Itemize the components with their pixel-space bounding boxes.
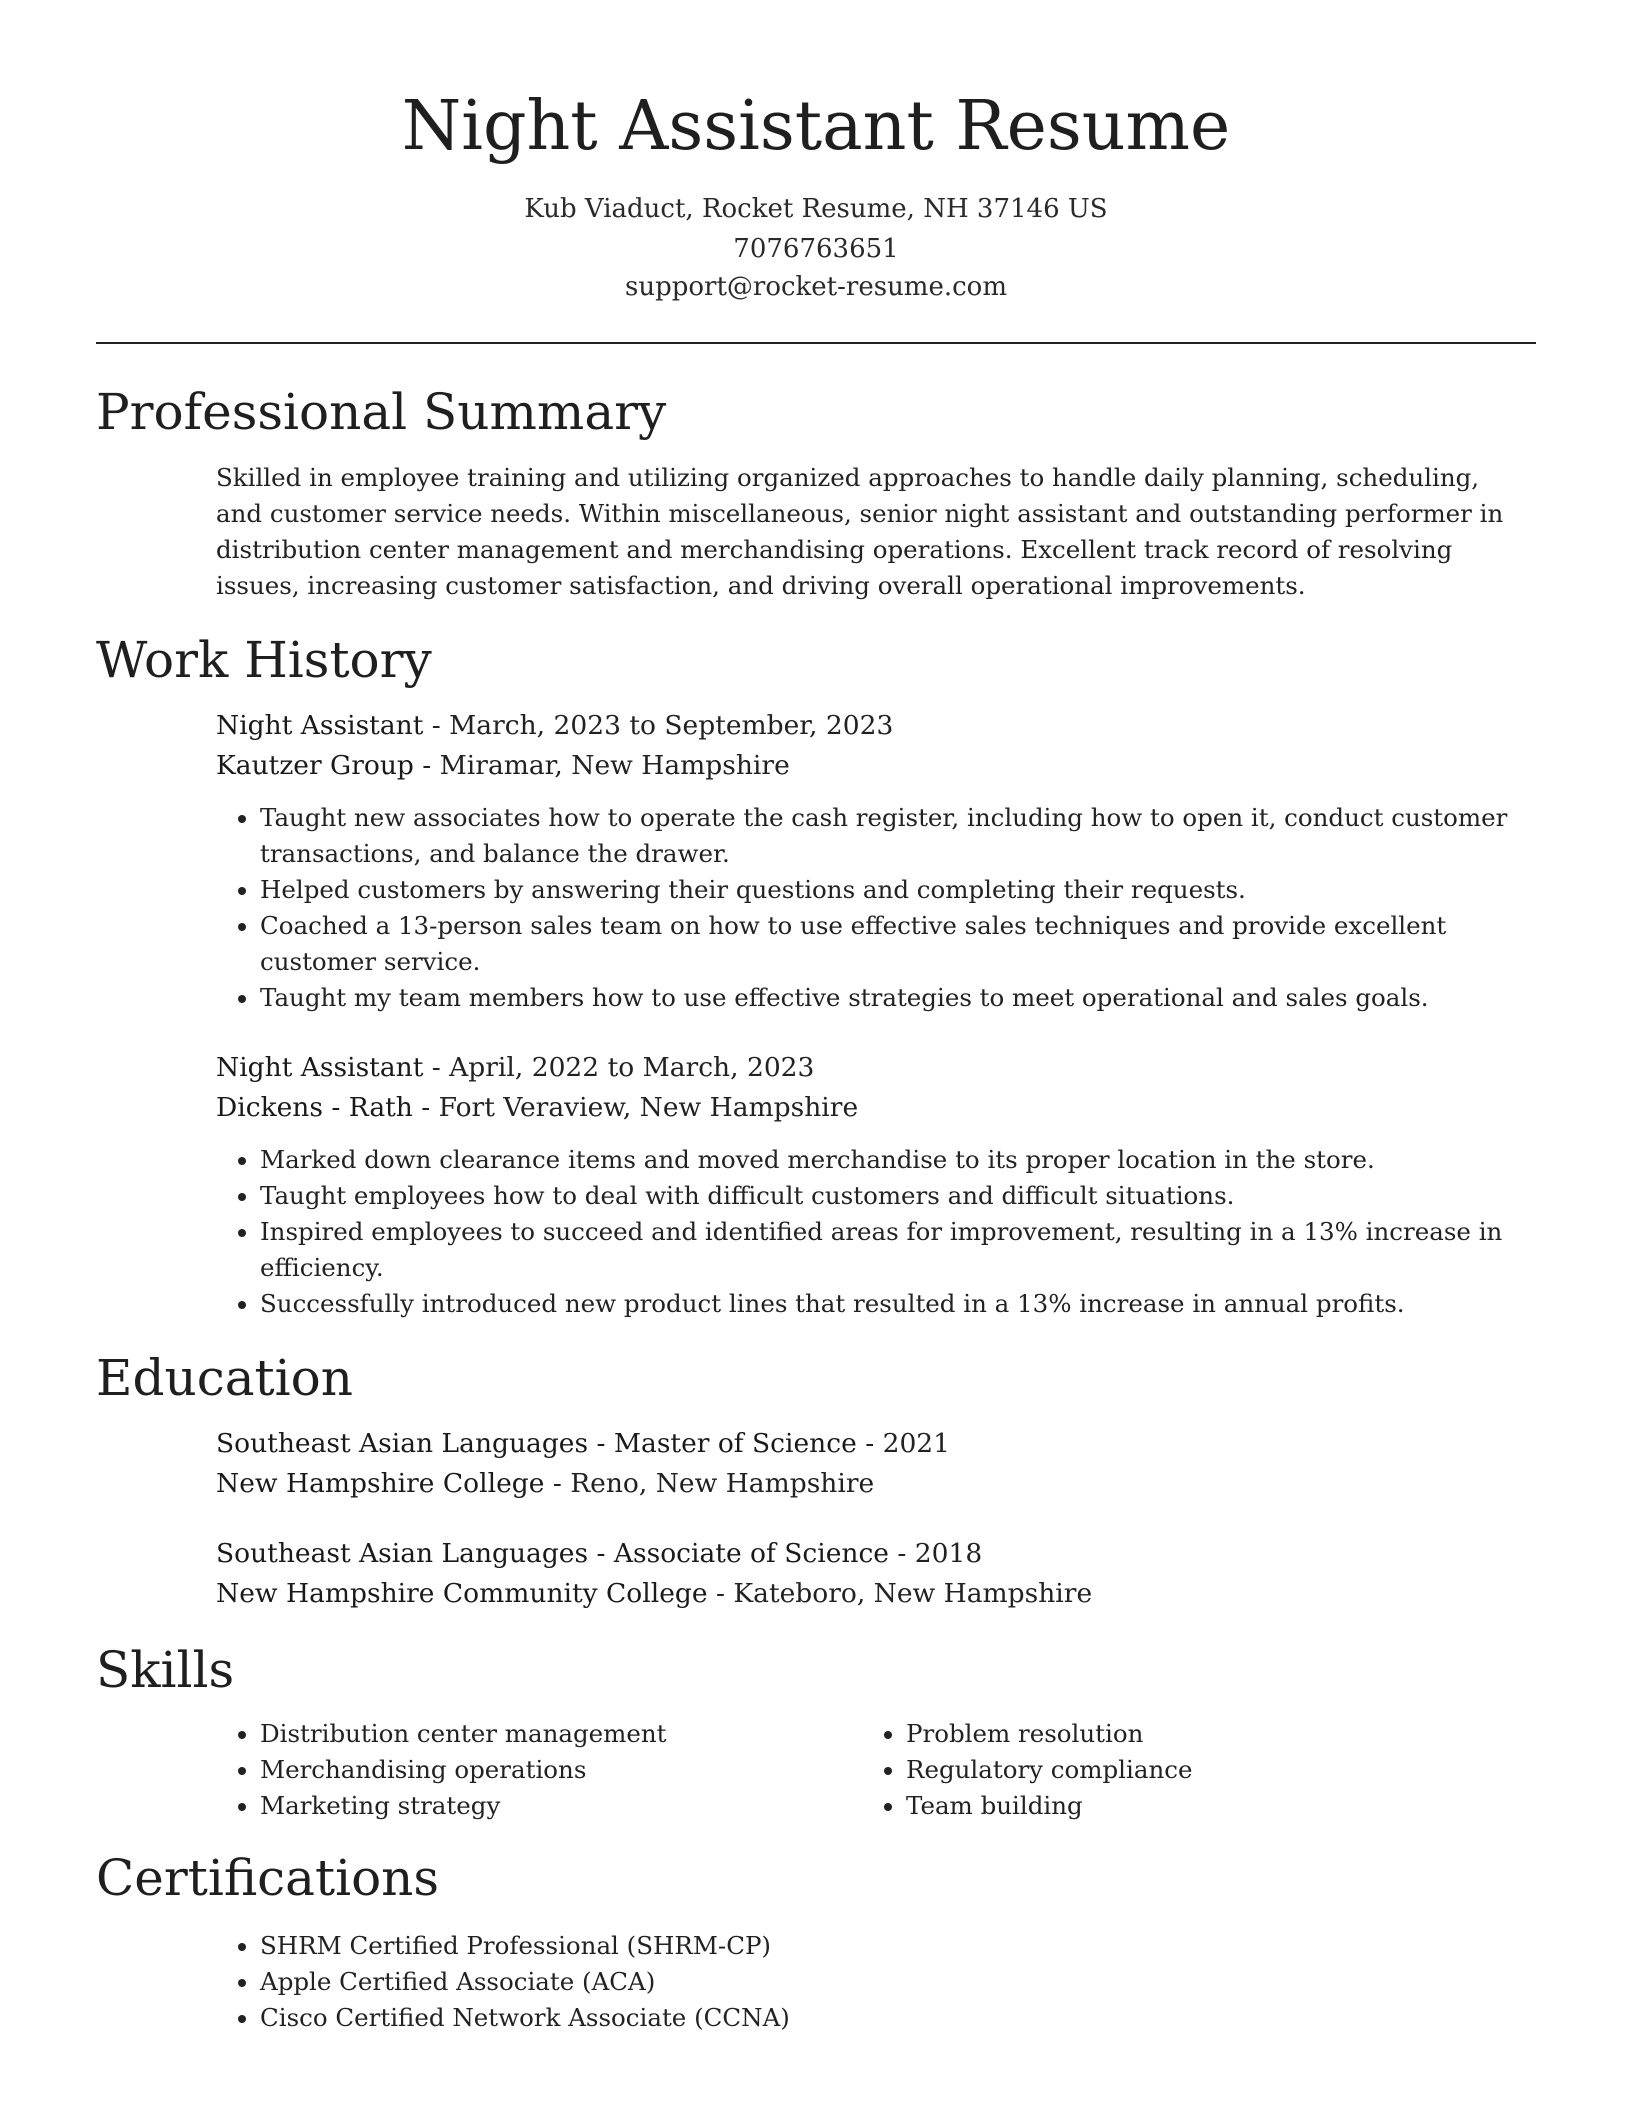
list-item: • Marketing strategy: [260, 1788, 880, 1824]
job-1-role: Night Assistant: [216, 710, 424, 741]
section-title-education: Education: [96, 1349, 353, 1407]
education-2-heading: [216, 1536, 982, 1572]
job-2-role: Night Assistant: [216, 1052, 424, 1083]
list-item: • Apple Certified Associate (ACA): [260, 1964, 1560, 2000]
education-2-institution: [216, 1576, 1092, 1612]
education-1-heading: [216, 1426, 950, 1462]
job-2-employer: [216, 1090, 858, 1126]
list-item: • Successfully introduced new product lines that resulted in a 13% increase in annual profits.: [260, 1286, 1560, 1322]
education-1-year: - 2021: [856, 1428, 951, 1459]
job-1-heading: [216, 708, 893, 744]
skills-list-left: [216, 1716, 880, 1824]
list-item: • SHRM Certified Professional (SHRM-CP): [260, 1928, 1560, 1964]
list-item: • Team building: [906, 1788, 1526, 1824]
list-item: • Taught new associates how to operate the cash register, including how to open it, conduct customer transactions, and balance the drawer.: [260, 800, 1560, 872]
section-title-summary: Professional Summary: [96, 383, 667, 441]
job-1-company: Kautzer Group: [216, 750, 414, 781]
list-item: • Regulatory compliance: [906, 1752, 1526, 1788]
section-title-work: Work History: [96, 631, 432, 689]
certifications-list: [216, 1928, 1560, 2036]
list-item: • Merchandising operations: [260, 1752, 880, 1788]
list-item: • Coached a 13-person sales team on how to use effective sales techniques and provide excellent customer service.: [260, 908, 1560, 980]
job-2-dates: - April, 2022 to March, 2023: [423, 1052, 815, 1083]
job-2-bullets: [216, 1142, 1560, 1322]
education-1-institution: [216, 1466, 874, 1502]
header-divider: [96, 342, 1536, 344]
skills-list-right: [862, 1716, 1526, 1824]
list-item: • Problem resolution: [906, 1716, 1526, 1752]
job-2-location: - Fort Veraview, New Hampshire: [412, 1092, 859, 1123]
education-1-degree: Southeast Asian Languages - Master of Science: [216, 1428, 857, 1459]
contact-email: support@rocket-resume.com: [624, 272, 1007, 302]
list-item: • Cisco Certified Network Associate (CCNA): [260, 2000, 1560, 2036]
job-2-company: Dickens - Rath: [216, 1092, 413, 1123]
job-1-dates: - March, 2023 to September, 2023: [423, 710, 894, 741]
section-title-skills: Skills: [96, 1641, 235, 1699]
education-2-school: New Hampshire Community College: [216, 1578, 708, 1609]
section-title-certifications: Certifications: [96, 1849, 440, 1907]
education-2-degree: Southeast Asian Languages - Associate of Science: [216, 1538, 889, 1569]
education-2-year: - 2018: [888, 1538, 983, 1569]
education-1-location: - Reno, New Hampshire: [544, 1468, 875, 1499]
list-item: • Helped customers by answering their questions and completing their requests.: [260, 872, 1560, 908]
list-item: • Taught employees how to deal with difficult customers and difficult situations.: [260, 1178, 1560, 1214]
list-item: • Distribution center management: [260, 1716, 880, 1752]
job-1-bullets: [216, 800, 1560, 1016]
education-2-location: - Kateboro, New Hampshire: [707, 1578, 1093, 1609]
contact-phone: 7076763651: [733, 234, 899, 264]
job-1-employer: [216, 748, 790, 784]
job-1-location: - Miramar, New Hampshire: [413, 750, 790, 781]
list-item: • Marked down clearance items and moved merchandise to its proper location in the store.: [260, 1142, 1560, 1178]
summary-text: Skilled in employee training and utilizing organized approaches to handle daily planning, scheduling, and customer service needs. Within miscellaneous, senior night assistant and outstanding performer in distribution center management and merchandising operations. Excellent track record of resolving issues, increasing customer satisfaction, and driving overall operational improvements.: [216, 463, 1504, 600]
contact-address: Kub Viaduct, Rocket Resume, NH 37146 US: [524, 194, 1108, 224]
list-item: • Taught my team members how to use effective strategies to meet operational and sales goals.: [260, 980, 1560, 1016]
list-item: • Inspired employees to succeed and identified areas for improvement, resulting in a 13% increase in efficiency.: [260, 1214, 1560, 1286]
job-2-heading: [216, 1050, 814, 1086]
education-1-school: New Hampshire College: [216, 1468, 545, 1499]
resume-title: Night Assistant Resume: [401, 87, 1231, 166]
